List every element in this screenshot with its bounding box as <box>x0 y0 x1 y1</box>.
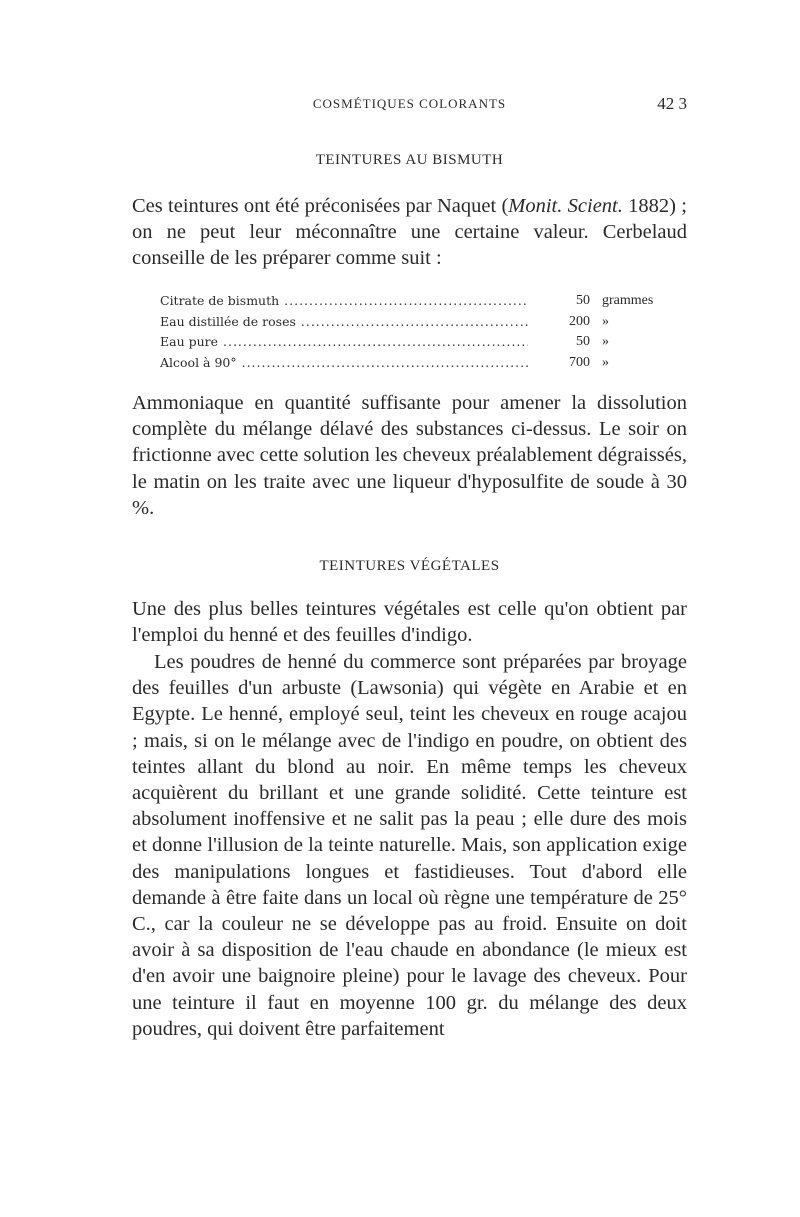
ingredient-unit: » <box>602 334 609 349</box>
ingredient-name: Eau distillée de roses ..... <box>160 312 528 333</box>
body-paragraph: Ammoniaque en quantité suffisante pour amener la dissolution complète du mélange délavé des substances ci-dessus. Le soir on frictionne avec cette solution les cheveux préalablement dégraissés, le matin on les traite avec une liqueur d'hyposulfite de soude à 30 %. <box>132 392 687 519</box>
running-header <box>132 96 687 120</box>
ingredient-quantity: 700 <box>569 354 590 370</box>
running-title: COSMÉTIQUES COLORANTS <box>312 96 507 111</box>
ingredient-unit: » <box>602 313 609 329</box>
ingredient-quantity: 50 <box>576 293 590 308</box>
ingredient-quantity: 200 <box>569 313 590 329</box>
ingredient-unit: » <box>602 354 609 370</box>
citation-italic: Monit. Scient. <box>508 195 623 217</box>
recipe-row <box>160 291 680 312</box>
recipe-row <box>160 353 680 374</box>
ingredient-quantity: 50 <box>576 334 590 349</box>
intro-text-end: 1882) ; on ne peut leur méconnaître une certaine valeur. Cerbelaud conseille de les préparer comme suit : <box>132 195 687 270</box>
section-heading-vegetales: TEINTURES VÉGÉTALES <box>319 558 500 574</box>
ingredient-unit: grammes <box>602 293 654 308</box>
ingredient-name: Citrate de bismuth ..... <box>160 291 528 312</box>
body-paragraph: Les poudres de henné du commerce sont préparées par broyage des feuilles d'un arbuste (Lawsonia) qui végète en Arabie et en Egypte. Le henné, employé seul, teint les cheveux en rouge acajou ; mais, si on le mélange avec de l'indigo en poudre, on obtient des teintes allant du blond au noir. En même temps les cheveux acquièrent du brillant et une grande solidité. Cette teinture est absolument inoffensive et ne salit pas la peau ; elle dure des mois et donne l'illusion de la teinte naturelle. Mais, son application exige des manipulations longues et fastidieuses. Tout d'abord elle demande à être faite dans un local où règne une température de 25° C., car la couleur ne se développe pas au froid. Ensuite on doit avoir à sa disposition de l'eau chaude en abondance (le mieux est d'en avoir une baignoire pleine) pour le lavage des cheveux. Pour une teinture il faut en moyenne 100 gr. du mélange des deux poudres, qui doivent être parfaitement <box>132 651 687 1040</box>
page-number: 42 3 <box>657 94 687 113</box>
recipe-row <box>160 312 680 333</box>
intro-paragraph <box>132 193 687 272</box>
recipe-row <box>160 332 680 353</box>
recipe-list <box>160 291 680 373</box>
section-heading-bismuth: TEINTURES AU BISMUTH <box>315 152 504 168</box>
ingredient-name: Alcool à 90° ..... <box>160 353 528 374</box>
body-paragraph: Une des plus belles teintures végétales est celle qu'on obtient par l'emploi du henné et des feuilles d'indigo. <box>132 598 687 647</box>
ingredient-name: Eau pure ..... <box>160 332 528 353</box>
intro-text-start: Ces teintures ont été préconisées par Naquet ( <box>132 195 509 217</box>
